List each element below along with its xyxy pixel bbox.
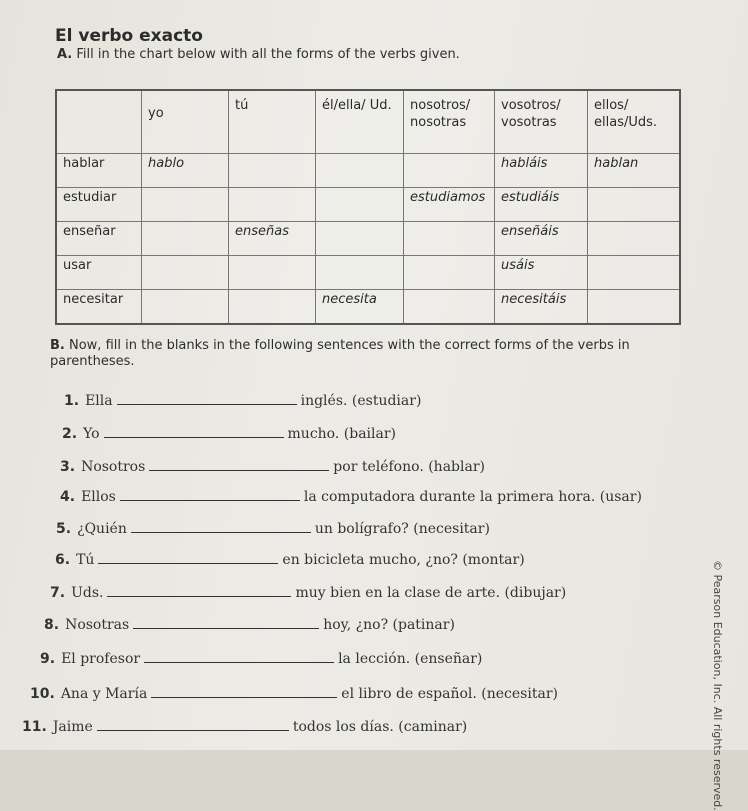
verb-row-usar (56, 256, 680, 290)
sentence-number: 6. (55, 552, 71, 568)
sentence-subject: Nosotras (65, 617, 130, 633)
conjugation-cell[interactable]: estudiamos (404, 188, 495, 222)
answer-blank[interactable] (133, 614, 319, 629)
sentence-item (62, 423, 396, 442)
sentence-number: 11. (22, 719, 47, 735)
conjugation-cell[interactable] (404, 256, 495, 290)
answer-blank[interactable] (107, 582, 291, 597)
conjugation-cell[interactable]: necesita (316, 290, 404, 325)
sentence-subject: Ana y María (60, 686, 148, 702)
sentence-subject: ¿Quién (77, 521, 127, 537)
header-cell: ellos/ ellas/Uds. (588, 90, 681, 154)
sentence-rest: inglés. (estudiar) (300, 393, 422, 409)
conjugation-cell[interactable] (316, 188, 404, 222)
verb-infinitive: enseñar (56, 222, 142, 256)
conjugation-cell[interactable] (588, 290, 681, 325)
sentence-subject: Ellos (81, 489, 116, 505)
sentence-number: 10. (30, 686, 55, 702)
conjugation-cell[interactable] (229, 154, 316, 188)
sentence-item (60, 456, 485, 475)
conjugation-cell[interactable]: hablo (142, 154, 229, 188)
conjugation-cell[interactable] (142, 256, 229, 290)
answer-blank[interactable] (149, 456, 329, 471)
header-cell: nosotros/ nosotras (404, 90, 495, 154)
sentence-number: 5. (56, 521, 72, 537)
sentence-subject: Jaime (52, 719, 93, 735)
sentence-rest: en bicicleta mucho, ¿no? (montar) (282, 552, 525, 568)
conjugation-cell[interactable] (404, 290, 495, 325)
answer-blank[interactable] (117, 390, 297, 405)
verb-chart-header-row (56, 90, 680, 154)
conjugation-cell[interactable] (316, 256, 404, 290)
verb-row-estudiar (56, 188, 680, 222)
header-cell: vosotros/ vosotras (495, 90, 588, 154)
conjugation-cell[interactable] (142, 188, 229, 222)
conjugation-cell[interactable] (229, 290, 316, 325)
sentence-subject: Ella (85, 393, 113, 409)
answer-blank[interactable] (97, 716, 289, 731)
answer-blank[interactable] (144, 648, 334, 663)
sentence-subject: Nosotros (81, 459, 146, 475)
conjugation-cell[interactable] (142, 290, 229, 325)
header-cell: tú (229, 90, 316, 154)
part-b-letter: B. (50, 338, 65, 353)
part-a-instruction (57, 47, 460, 63)
sentence-item (56, 518, 490, 537)
verb-infinitive: hablar (56, 154, 142, 188)
verb-infinitive: necesitar (56, 290, 142, 325)
header-cell (56, 90, 142, 154)
part-a-letter: A. (57, 47, 73, 62)
sentence-rest: la lección. (enseñar) (338, 651, 483, 667)
verb-row-necesitar (56, 290, 680, 325)
answer-blank[interactable] (98, 549, 278, 564)
sentence-subject: El profesor (61, 651, 141, 667)
sentence-rest: hoy, ¿no? (patinar) (323, 617, 455, 633)
sentence-number: 2. (62, 426, 78, 442)
copyright-notice (710, 560, 726, 811)
conjugation-cell[interactable] (404, 222, 495, 256)
copyright-text: © Pearson Education, Inc. All rights reserved. (711, 560, 724, 811)
conjugation-cell[interactable] (316, 222, 404, 256)
sentence-rest: por teléfono. (hablar) (333, 459, 485, 475)
page-title: El verbo exacto (55, 26, 203, 46)
sentence-item (60, 486, 642, 505)
header-cell: yo (142, 90, 229, 154)
conjugation-cell[interactable] (316, 154, 404, 188)
sentence-rest: mucho. (bailar) (287, 426, 396, 442)
conjugation-cell[interactable]: usáis (495, 256, 588, 290)
sentence-number: 1. (64, 393, 80, 409)
conjugation-cell[interactable] (588, 188, 681, 222)
sentence-item (55, 549, 525, 568)
conjugation-cell[interactable] (229, 256, 316, 290)
conjugation-cell[interactable] (229, 188, 316, 222)
verb-row-enseñar (56, 222, 680, 256)
sentence-subject: Tú (76, 552, 95, 568)
answer-blank[interactable] (104, 423, 284, 438)
conjugation-cell[interactable]: necesitáis (495, 290, 588, 325)
sentence-item (22, 716, 467, 735)
header-cell: él/ella/ Ud. (316, 90, 404, 154)
sentence-subject: Yo (83, 426, 100, 442)
conjugation-cell[interactable]: estudiáis (495, 188, 588, 222)
verb-chart (55, 89, 681, 325)
sentence-rest: todos los días. (caminar) (292, 719, 468, 735)
sentence-number: 3. (60, 459, 76, 475)
conjugation-cell[interactable] (404, 154, 495, 188)
sentence-subject: Uds. (71, 585, 104, 601)
answer-blank[interactable] (131, 518, 311, 533)
sentence-rest: la computadora durante la primera hora. (usar) (303, 489, 642, 505)
answer-blank[interactable] (151, 683, 337, 698)
sentence-rest: un bolígrafo? (necesitar) (314, 521, 490, 537)
conjugation-cell[interactable] (142, 222, 229, 256)
conjugation-cell[interactable]: hablan (588, 154, 681, 188)
sentence-item (30, 683, 558, 702)
sentence-item (44, 614, 455, 633)
conjugation-cell[interactable]: enseñáis (495, 222, 588, 256)
verb-infinitive: usar (56, 256, 142, 290)
conjugation-cell[interactable]: habláis (495, 154, 588, 188)
verb-row-hablar (56, 154, 680, 188)
sentence-item (40, 648, 482, 667)
conjugation-cell[interactable] (588, 222, 681, 256)
sentence-item (64, 390, 421, 409)
part-a-text: Fill in the chart below with all the forms of the verbs given. (76, 47, 460, 62)
sentence-number: 7. (50, 585, 66, 601)
conjugation-cell[interactable] (588, 256, 681, 290)
sentence-number: 9. (40, 651, 56, 667)
answer-blank[interactable] (120, 486, 300, 501)
part-b-text: Now, fill in the blanks in the following sentences with the correct forms of the verbs in parentheses. (50, 338, 630, 369)
sentence-number: 8. (44, 617, 60, 633)
sentence-rest: muy bien en la clase de arte. (dibujar) (295, 585, 567, 601)
sentence-number: 4. (60, 489, 76, 505)
part-b-instruction (50, 338, 680, 370)
sentence-item (50, 582, 566, 601)
verb-infinitive: estudiar (56, 188, 142, 222)
conjugation-cell[interactable]: enseñas (229, 222, 316, 256)
sentence-rest: el libro de español. (necesitar) (341, 686, 558, 702)
